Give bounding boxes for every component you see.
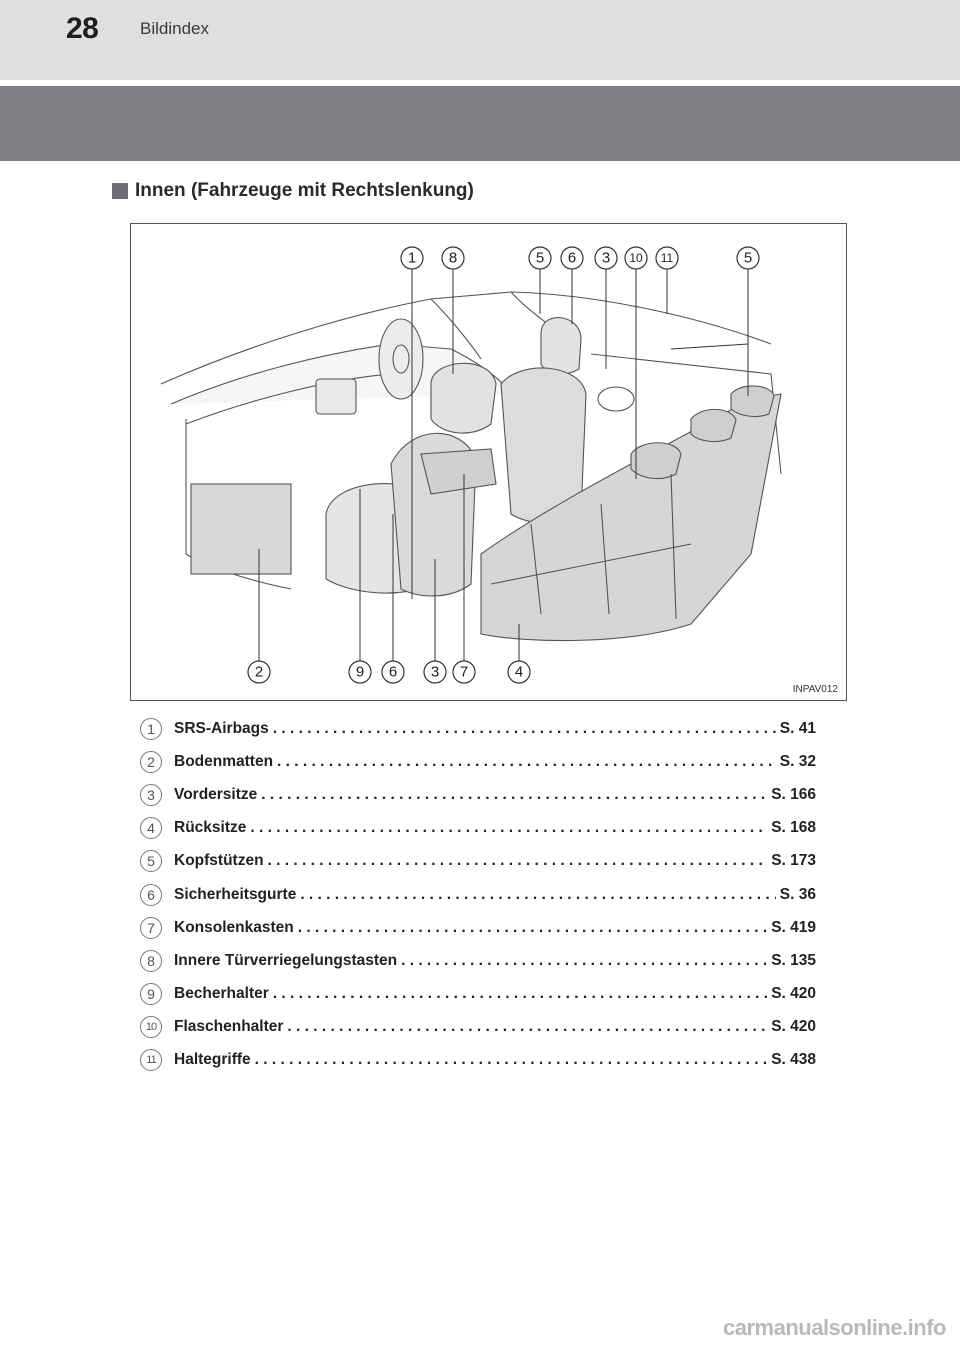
running-title: Bildindex	[140, 19, 209, 38]
svg-text:5: 5	[743, 249, 753, 267]
svg-text:3: 3	[430, 663, 440, 681]
svg-text:6: 6	[567, 249, 577, 267]
callout-11	[656, 247, 678, 269]
item-label: Flaschenhalter	[174, 1018, 284, 1036]
svg-text:3: 3	[601, 249, 611, 267]
item-number: 11	[140, 1049, 162, 1071]
callout-3	[595, 247, 617, 269]
item-page-ref: S. 135	[771, 951, 816, 969]
callout-4	[508, 661, 530, 683]
list-item	[136, 778, 816, 811]
item-label: Rücksitze	[174, 819, 247, 837]
list-item	[136, 944, 816, 977]
list-item	[136, 911, 816, 944]
watermark: carmanualsonline.info	[723, 1315, 946, 1340]
item-page-ref: S. 420	[771, 1018, 816, 1036]
section-title: Innen (Fahrzeuge mit Rechtslenkung)	[135, 180, 474, 201]
item-label: Becherhalter	[174, 985, 269, 1003]
svg-text:6: 6	[388, 663, 398, 681]
leader-dots	[401, 952, 767, 970]
svg-text:1: 1	[407, 249, 417, 267]
item-page-ref: S. 438	[771, 1051, 816, 1069]
leader-dots	[287, 1018, 767, 1036]
list-item	[136, 878, 816, 911]
list-item	[136, 845, 816, 878]
callout-1	[401, 247, 423, 269]
callout-9	[349, 661, 371, 683]
item-label: Sicherheitsgurte	[174, 885, 297, 903]
item-page-ref: S. 36	[779, 885, 816, 903]
list-item	[136, 712, 816, 745]
item-number: 8	[140, 950, 162, 972]
list-item	[136, 978, 816, 1011]
svg-text:2: 2	[254, 663, 264, 681]
leader-dots	[250, 819, 767, 837]
svg-text:9: 9	[355, 663, 365, 681]
svg-text:4: 4	[514, 663, 524, 681]
item-number: 2	[140, 751, 162, 773]
top-callouts	[401, 247, 759, 269]
interior-figure	[130, 223, 847, 701]
item-number: 7	[140, 917, 162, 939]
item-number: 6	[140, 884, 162, 906]
callout-10	[625, 247, 647, 269]
leader-dots	[261, 786, 767, 804]
list-item	[136, 812, 816, 845]
list-item	[136, 1044, 816, 1077]
leader-dots	[300, 886, 775, 904]
item-label: Haltegriffe	[174, 1051, 251, 1069]
leader-dots	[277, 753, 776, 771]
page-number: 28	[66, 12, 99, 45]
leader-dots	[298, 919, 767, 937]
item-page-ref: S. 41	[779, 719, 816, 737]
item-page-ref: S. 32	[779, 752, 816, 770]
callout-6	[561, 247, 583, 269]
header-band	[0, 0, 960, 80]
item-number: 5	[140, 850, 162, 872]
item-page-ref: S. 168	[771, 819, 816, 837]
item-label: Kopfstützen	[174, 852, 264, 870]
item-label: Innere Türverriegelungstasten	[174, 951, 398, 969]
item-page-ref: S. 420	[771, 985, 816, 1003]
section-band	[0, 86, 960, 161]
callout-2	[248, 661, 270, 683]
callout-3b	[424, 661, 446, 683]
svg-text:10: 10	[629, 251, 643, 265]
leader-dots	[268, 852, 768, 870]
callout-5	[529, 247, 551, 269]
item-label: Konsolenkasten	[174, 918, 294, 936]
item-number: 9	[140, 983, 162, 1005]
callout-7	[453, 661, 475, 683]
item-label: Vordersitze	[174, 785, 258, 803]
svg-text:7: 7	[459, 663, 469, 681]
item-page-ref: S. 166	[771, 785, 816, 803]
callout-8	[442, 247, 464, 269]
figure-code: INPAV012	[792, 684, 838, 695]
leader-dots	[273, 720, 776, 738]
item-number: 3	[140, 784, 162, 806]
item-number: 10	[140, 1016, 162, 1038]
item-label: Bodenmatten	[174, 752, 274, 770]
svg-text:11: 11	[660, 251, 674, 265]
list-item	[136, 1011, 816, 1044]
item-page-ref: S. 419	[771, 918, 816, 936]
leader-dots	[273, 985, 767, 1003]
item-page-ref: S. 173	[771, 852, 816, 870]
item-number: 1	[140, 718, 162, 740]
section-heading	[112, 180, 474, 202]
list-item	[136, 745, 816, 778]
leader-dots	[255, 1051, 768, 1069]
item-number: 4	[140, 817, 162, 839]
callout-5b	[737, 247, 759, 269]
bottom-callouts	[248, 661, 530, 683]
heading-square-icon	[112, 183, 128, 199]
svg-text:5: 5	[535, 249, 545, 267]
callout-6b	[382, 661, 404, 683]
svg-text:8: 8	[448, 249, 458, 267]
item-label: SRS-Airbags	[174, 719, 269, 737]
index-list	[136, 712, 816, 1077]
car-interior-illustration	[131, 224, 847, 701]
